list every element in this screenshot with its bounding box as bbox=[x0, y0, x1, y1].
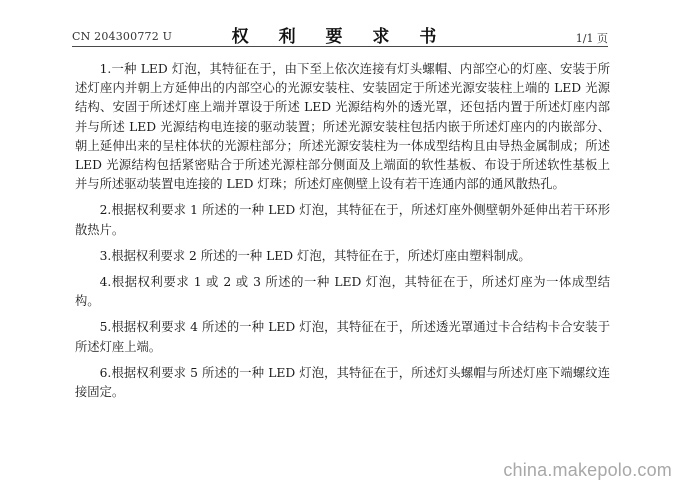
document-header bbox=[72, 20, 608, 47]
claim-5: 5.根据权利要求 4 所述的一种 LED 灯泡，其特征在于，所述透光罩通过卡合结构卡合安装于所述灯座上端。 bbox=[75, 320, 610, 354]
site-watermark: china.makepolo.com bbox=[503, 460, 672, 480]
patent-number: CN 204300772 U bbox=[72, 30, 173, 43]
claim-6: 6.根据权利要求 5 所述的一种 LED 灯泡，其特征在于，所述灯头螺帽与所述灯座下端螺纹连接固定。 bbox=[75, 365, 610, 400]
claim-4: 4.根据权利要求 1 或 2 或 3 所述的一种 LED 灯泡，其特征在于，所述灯座为一体成型结构。 bbox=[75, 275, 610, 309]
page-number: 1/1 页 bbox=[575, 32, 608, 45]
claims-list bbox=[75, 60, 610, 409]
claim-2: 2.根据权利要求 1 所述的一种 LED 灯泡，其特征在于，所述灯座外侧壁朝外延伸出若干环形散热片。 bbox=[75, 203, 610, 237]
claim-1: 1.一种 LED 灯泡，其特征在于，由下至上依次连接有灯头螺帽、内部空心的灯座、安装于所述灯座内并朝上方延伸出的内部空心的光源安装柱、安装固定于所述光源安装柱上端的 LED 光源结构、安固于所述灯座上端并罩设于所述 LED 光源结构外的透光罩，还包括内置于所述灯座内部并与所述 LED 光源结构电连接的驱动装置；所述光源安装柱包括内嵌于所述灯座内的内嵌部分、朝上延伸出来的呈柱体状的光源柱部分；所述光源安装柱为一体成型结构且由导热金属制成；所述 LED 光源结构包括紧密贴合于所述光源柱部分侧面及上端面的软性基板、布设于所述软性基板上并与所述驱动装置电连接的 LED 灯珠；所述灯座侧壁上设有若干连通内部的通风散热孔。 bbox=[75, 62, 610, 192]
document-title: 权 利 要 求 书 bbox=[231, 27, 449, 47]
claim-3: 3.根据权利要求 2 所述的一种 LED 灯泡，其特征在于，所述灯座由塑料制成。 bbox=[99, 248, 531, 263]
